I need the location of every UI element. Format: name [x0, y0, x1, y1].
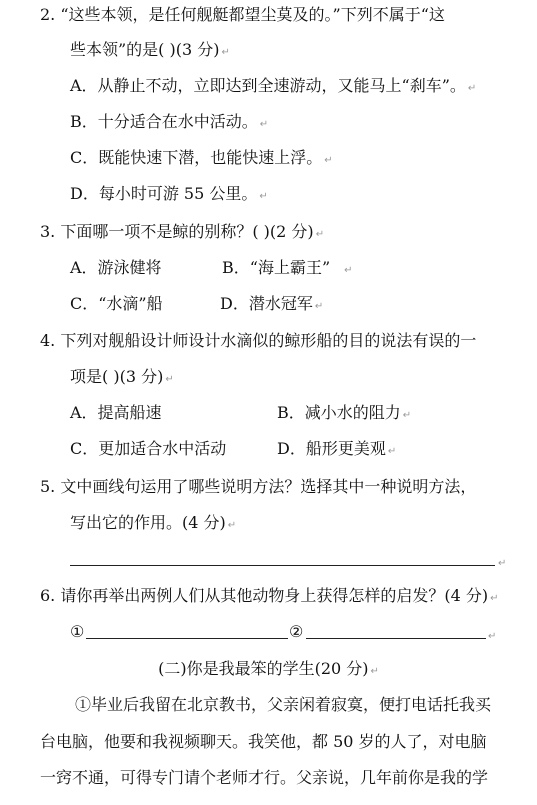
q4-option-d: D．船形更美观 ↵ — [277, 439, 397, 458]
q3-option-c: C．“水滴”船 — [70, 294, 163, 313]
q3-option-b: B．“海上霸王” ↵ — [222, 258, 353, 277]
q6-stem: 6. 请你再举出两例人们从其他动物身上获得怎样的启发？(4 分) ↵ — [40, 586, 499, 605]
q5-answer-line[interactable] — [70, 565, 495, 566]
q3-option-a: A．游泳健将 — [70, 258, 162, 277]
q4-option-a: A．提高船速 — [70, 403, 162, 422]
q6-blank-1[interactable] — [86, 638, 288, 639]
q6-blank-2[interactable] — [306, 638, 486, 639]
q6-blank-label-2: ② — [289, 622, 304, 641]
q4-stem-line1: 4. 下列对舰船设计师设计水滴似的鲸形船的目的说法有误的一 — [40, 331, 477, 350]
section-title: (二)你是我最笨的学生(20 分) ↵ — [158, 659, 379, 678]
q4-option-b: B．减小水的阻力 ↵ — [277, 403, 412, 422]
q2-option-c: C．既能快速下潜，也能快速上浮。 ↵ — [70, 148, 333, 167]
q2-option-a: A．从静止不动，立即达到全速游动，又能马上“刹车”。 ↵ — [70, 76, 477, 95]
q3-stem: 3. 下面哪一项不是鲸的别称？( )(2 分) ↵ — [40, 222, 325, 241]
passage-line-3: 一窍不通，可得专门请个老师才行。父亲说，几年前你是我的学 — [40, 768, 489, 787]
passage-line-1: ①毕业后我留在北京教书，父亲闲着寂寞，便打电话托我买 — [75, 695, 492, 714]
q2-option-d: D．每小时可游 55 公里。 ↵ — [70, 184, 268, 203]
passage-line-2: 台电脑，他要和我视频聊天。我笑他，都 50 岁的人了，对电脑 — [40, 732, 487, 751]
q2-stem-line1: 2. “这些本领，是任何舰艇都望尘莫及的。”下列不属于“这 — [40, 5, 445, 24]
q5-paragraph-mark: ↵ — [498, 558, 507, 569]
q5-stem-line2: 写出它的作用。(4 分) ↵ — [70, 513, 237, 532]
q6-blank-label-1: ① — [70, 622, 85, 641]
q6-paragraph-mark: ↵ — [488, 631, 497, 642]
q2-option-b: B．十分适合在水中活动。 ↵ — [70, 112, 269, 131]
q2-stem-line2: 些本领”的是( )(3 分) ↵ — [70, 40, 230, 59]
q4-option-c: C．更加适合水中活动 — [70, 439, 227, 458]
q3-option-d: D．潜水冠军 ↵ — [220, 294, 324, 313]
q4-stem-line2: 项是( )(3 分) ↵ — [70, 367, 174, 386]
q5-stem-line1: 5. 文中画线句运用了哪些说明方法？选择其中一种说明方法， — [40, 477, 477, 496]
